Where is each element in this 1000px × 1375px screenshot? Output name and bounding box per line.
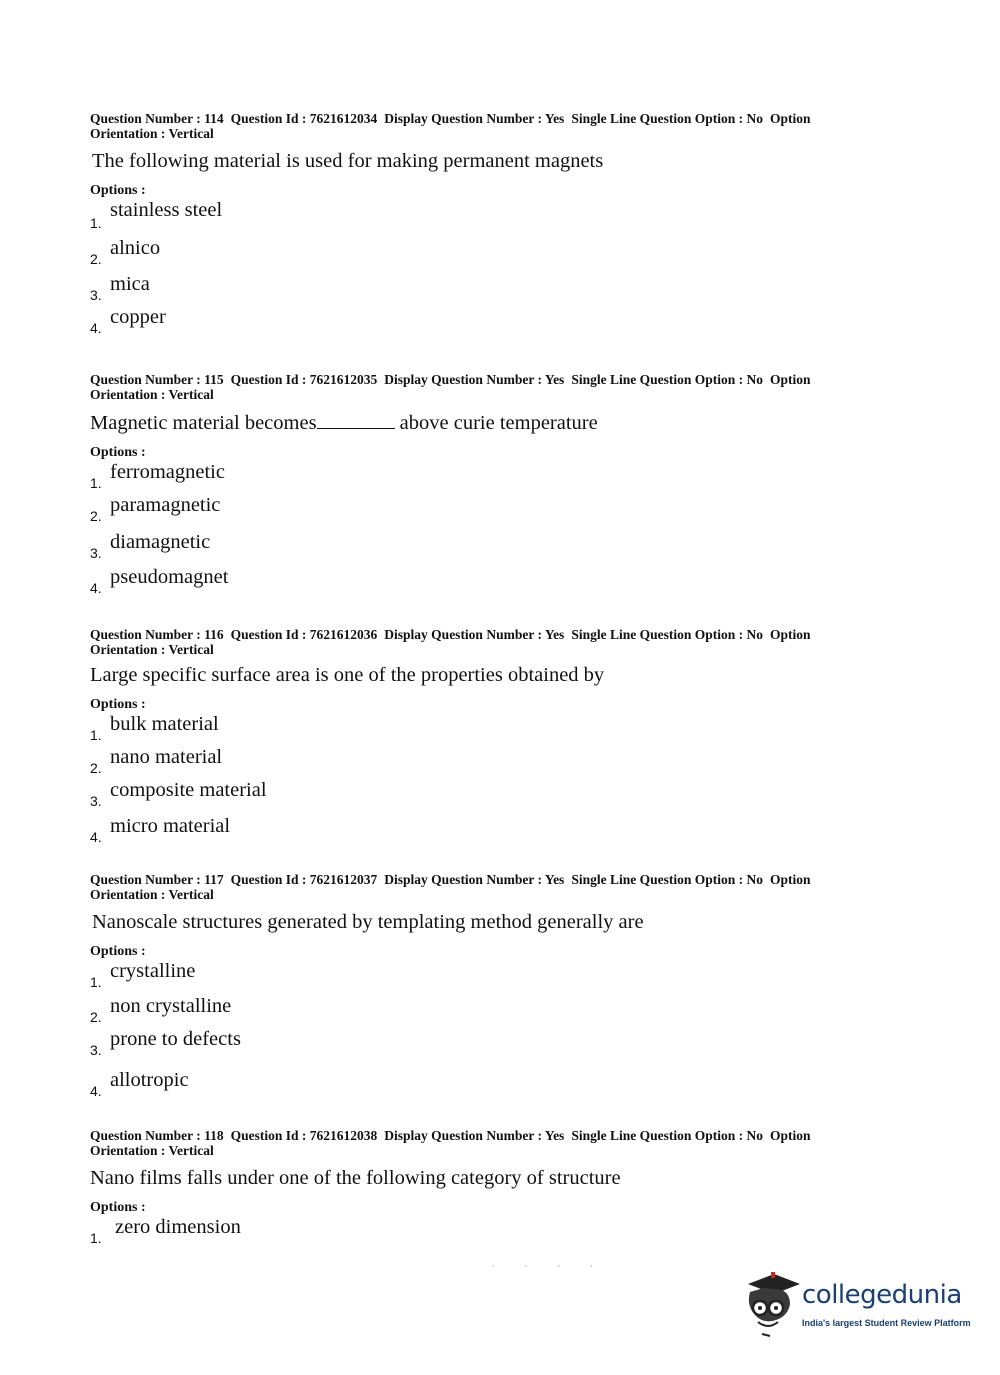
option-3: 3. composite material: [90, 779, 267, 809]
option-4: 4. allotropic: [90, 1069, 189, 1099]
options-label: Options :: [90, 697, 146, 712]
question-meta: Question Number : 117 Question Id : 7621612037 Display Question Number : Yes Single Line Question Option : No Option Orientation : Vertical: [90, 872, 811, 902]
fill-in-blank: [317, 410, 395, 429]
question-text: Nanoscale structures generated by templating method generally are: [92, 911, 644, 933]
logo-name: collegedunia: [802, 1280, 962, 1310]
option-1: 1. ferromagnetic: [90, 461, 225, 491]
option-4: 4. micro material: [90, 815, 231, 845]
question-meta: Question Number : 116 Question Id : 7621612036 Display Question Number : Yes Single Line Question Option : No Option Orientation : Vertical: [90, 627, 811, 657]
mascot-icon: [742, 1270, 804, 1340]
question-text: The following material is used for making permanent magnets: [92, 150, 604, 172]
options-label: Options :: [90, 183, 146, 198]
option-2: 2. nano material: [90, 746, 223, 776]
question-115: [90, 372, 890, 600]
option-3: 3. diamagnetic: [90, 531, 211, 561]
options-label: Options :: [90, 445, 146, 460]
question-meta: Question Number : 115 Question Id : 7621612035 Display Question Number : Yes Single Line Question Option : No Option Orientation : Vertical: [90, 372, 811, 402]
question-text: Nano films falls under one of the following category of structure: [90, 1167, 621, 1189]
logo-tagline: India's largest Student Review Platform: [802, 1318, 971, 1328]
option-2: 2. non crystalline: [90, 995, 232, 1025]
question-text: Magnetic material becomes above curie temperature: [90, 412, 598, 434]
option-1: 1. stainless steel: [90, 199, 223, 231]
option-1: 1. zero dimension: [90, 1216, 241, 1246]
options-label: Options :: [90, 1200, 146, 1215]
question-118: [90, 1128, 890, 1250]
option-2: 2. paramagnetic: [90, 494, 221, 524]
option-2: 2. alnico: [90, 237, 161, 267]
question-116: [90, 627, 890, 849]
option-1: 1. bulk material: [90, 713, 219, 743]
question-meta: Question Number : 118 Question Id : 7621612038 Display Question Number : Yes Single Line Question Option : No Option Orientation : Vertical: [90, 1128, 811, 1158]
option-1: 1. crystalline: [90, 960, 196, 990]
stray-marks: · · · ·: [492, 1262, 607, 1271]
option-4: 4. copper: [90, 306, 166, 336]
option-4: 4. pseudomagnet: [90, 566, 229, 596]
question-117: [90, 872, 890, 1103]
question-text: Large specific surface area is one of the properties obtained by: [90, 664, 605, 686]
question-meta: Question Number : 114 Question Id : 7621612034 Display Question Number : Yes Single Line Question Option : No Option Orientation : Vertical: [90, 111, 811, 141]
question-114: [90, 111, 890, 340]
option-3: 3. mica: [90, 273, 150, 303]
collegedunia-logo: [742, 1270, 972, 1340]
options-label: Options :: [90, 944, 146, 959]
option-3: 3. prone to defects: [90, 1028, 241, 1058]
